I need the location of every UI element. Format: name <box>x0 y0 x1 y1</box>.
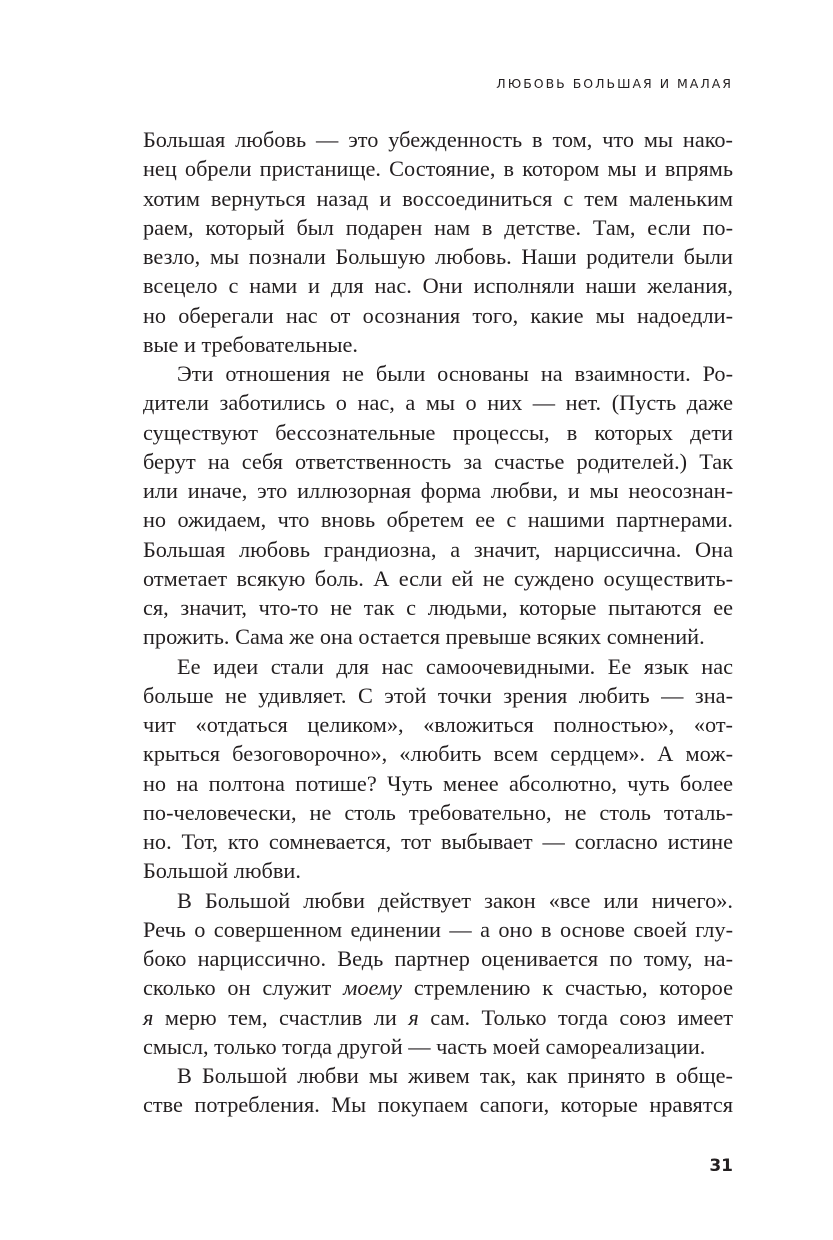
running-header: ЛЮБОВЬ БОЛЬШАЯ И МАЛАЯ <box>496 76 733 91</box>
text-line <box>143 622 733 651</box>
text-line <box>143 1003 733 1032</box>
text-line <box>143 798 733 827</box>
italic-text: я <box>143 1004 154 1030</box>
text-segment: существуют бессознательные процессы, в которых дети <box>143 419 733 445</box>
page-number: 31 <box>709 1156 733 1176</box>
text-line <box>143 769 733 798</box>
text-segment: больше не удивляет. С этой точки зрения любить — зна- <box>143 682 733 708</box>
body-text <box>143 125 733 1120</box>
text-segment: хотим вернуться назад и воссоединиться с тем маленьким <box>143 185 733 211</box>
text-line <box>143 359 733 388</box>
text-segment: Большая любовь грандиозна, а значит, нарциссична. Она <box>143 536 733 562</box>
text-segment: ся, значит, что-то не так с людьми, которые пытаются ее <box>143 595 733 620</box>
text-segment: прожить. Сама же она остается превыше всяких сомнений. <box>143 624 705 650</box>
text-line <box>143 681 733 710</box>
text-line <box>143 535 733 564</box>
text-segment: Большая любовь — это убежденность в том, что мы нако- <box>143 127 733 152</box>
text-segment: смысл, только тогда другой — часть моей самореализации. <box>143 1033 706 1059</box>
text-segment: дители заботились о нас, а мы о них — нет. (Пусть даже <box>143 390 733 416</box>
text-segment: или иначе, это иллюзорная форма любви, и мы неосознан- <box>143 478 733 503</box>
text-line <box>143 476 733 505</box>
text-segment: но. Тот, кто сомневается, тот выбывает — согласно истине <box>143 829 733 854</box>
text-line <box>143 271 733 300</box>
text-line <box>143 564 733 593</box>
text-segment: Большой любви. <box>143 858 301 884</box>
text-line <box>143 1032 733 1061</box>
text-segment: крыться безоговорочно», «любить всем сердцем». А мож- <box>143 741 733 767</box>
text-line <box>143 505 733 534</box>
text-segment: В Большой любви действует закон «все или ничего». <box>177 887 733 913</box>
text-segment: везло, мы познали Большую любовь. Наши родители были <box>143 244 733 269</box>
text-line <box>143 388 733 417</box>
text-segment: боко нарциссично. Ведь партнер оценивается по тому, на- <box>143 946 733 971</box>
text-segment: чит «отдаться целиком», «вложиться полностью», «от- <box>143 712 733 737</box>
text-segment: отметает всякую боль. А если ей не суждено осуществить- <box>143 565 733 591</box>
text-segment: вые и требовательные. <box>143 331 358 357</box>
text-line <box>143 418 733 447</box>
text-line <box>143 1090 733 1119</box>
text-line <box>143 739 733 768</box>
text-segment: берут на себя ответственность за счастье родителей.) Так <box>143 448 733 474</box>
text-segment: по-человечески, не столь требовательно, не столь тоталь- <box>143 799 733 825</box>
text-line <box>143 447 733 476</box>
text-line <box>143 213 733 242</box>
text-segment: но на полтона потише? Чуть менее абсолютно, чуть более <box>143 770 733 796</box>
text-line <box>143 886 733 915</box>
text-segment: В Большой любви мы живем так, как принято в обще- <box>177 1063 733 1088</box>
text-line <box>143 915 733 944</box>
paragraph <box>143 125 733 359</box>
text-segment: но оберегали нас от осознания того, какие мы надоедли- <box>143 302 733 328</box>
text-segment: стремлению к счастью, которое <box>402 975 733 1001</box>
text-line <box>143 242 733 271</box>
text-segment: Речь о совершенном единении — а оно в основе своей глу- <box>143 916 733 942</box>
text-line <box>143 154 733 183</box>
text-segment: сколько он служит <box>143 975 344 1001</box>
text-segment: мерю тем, счастлив ли <box>153 1004 409 1030</box>
text-line <box>143 944 733 973</box>
text-line <box>143 710 733 739</box>
text-line <box>143 827 733 856</box>
text-line <box>143 856 733 885</box>
text-segment: Эти отношения не были основаны на взаимности. Ро- <box>177 361 733 386</box>
text-line <box>143 330 733 359</box>
text-line <box>143 593 733 622</box>
text-line <box>143 125 733 154</box>
text-line <box>143 301 733 330</box>
text-line <box>143 652 733 681</box>
paragraph <box>143 1061 733 1120</box>
text-line <box>143 184 733 213</box>
italic-text: моему <box>343 975 402 1001</box>
text-line <box>143 973 733 1002</box>
text-segment: всецело с нами и для нас. Они исполняли наши желания, <box>143 273 733 299</box>
text-segment: раем, который был подарен нам в детстве. Там, если по- <box>143 214 733 240</box>
italic-text: я <box>408 1004 419 1030</box>
paragraph <box>143 652 733 886</box>
text-segment: Ее идеи стали для нас самоочевидными. Ее язык нас <box>177 653 733 679</box>
text-segment: сам. Только тогда союз имеет <box>418 1004 733 1030</box>
paragraph <box>143 359 733 652</box>
text-segment: но ожидаем, что вновь обретем ее с нашими партнерами. <box>143 507 733 533</box>
paragraph <box>143 886 733 1062</box>
text-segment: стве потребления. Мы покупаем сапоги, которые нравятся <box>143 1092 733 1118</box>
text-line <box>143 1061 733 1090</box>
text-segment: нец обрели пристанище. Состояние, в котором мы и впрямь <box>143 156 733 182</box>
